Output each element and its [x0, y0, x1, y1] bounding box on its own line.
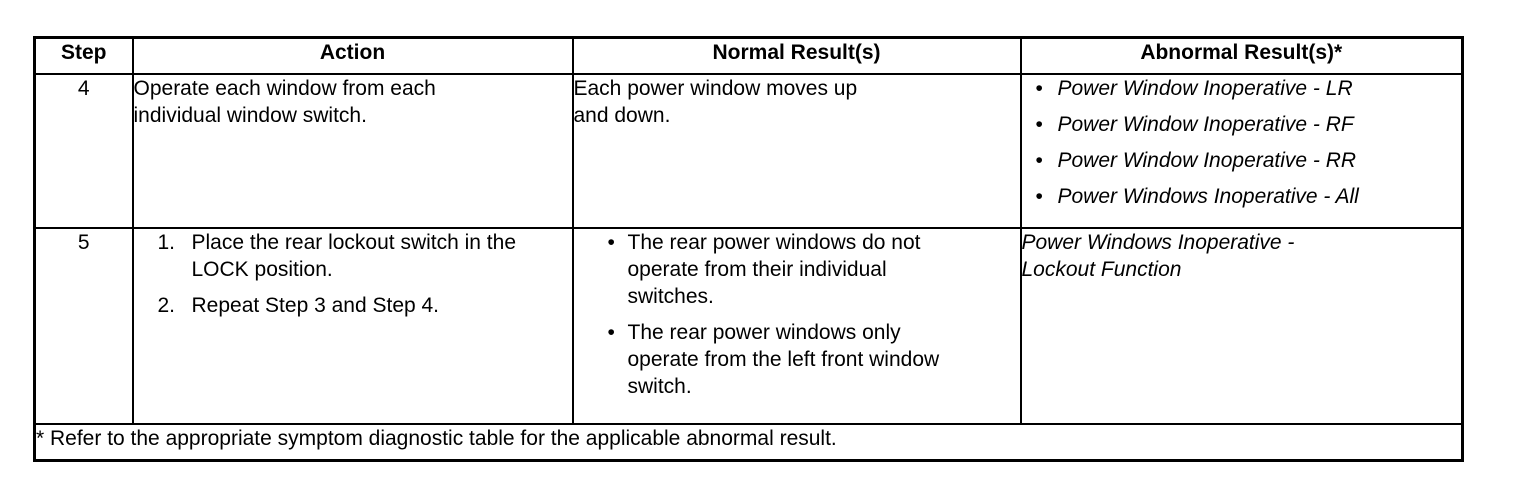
header-abnormal-results: Abnormal Result(s)*	[1021, 38, 1463, 75]
list-item: • Power Window Inoperative - LR	[1022, 75, 1462, 102]
action-cell	[133, 74, 573, 228]
diagnostic-table	[33, 36, 1464, 462]
list-item	[134, 292, 572, 319]
step-text: Repeat Step 3 and Step 4.	[191, 294, 440, 317]
step-number: 5	[35, 228, 133, 424]
header-row	[35, 38, 1463, 75]
normal-result-cell	[573, 228, 1021, 424]
action-text: Operate each window from each individual window switch.	[133, 77, 436, 127]
header-normal-results: Normal Result(s)	[573, 38, 1021, 75]
list-item: • Power Window Inoperative - RF	[1022, 111, 1462, 138]
abnormal-result-list	[1022, 75, 1462, 210]
list-item: • The rear power windows do not operate from their individual switches.	[600, 229, 970, 310]
list-item	[134, 229, 572, 283]
abnormal-result-text: Power Windows Inoperative - Lockout Function	[1021, 231, 1295, 281]
table-row	[35, 74, 1463, 228]
action-cell	[133, 228, 573, 424]
header-action: Action	[133, 38, 573, 75]
step-text: Place the rear lockout switch in the LOCK position.	[191, 231, 516, 281]
normal-result-list	[574, 229, 970, 400]
table-row	[35, 228, 1463, 424]
footnote: * Refer to the appropriate symptom diagnostic table for the applicable abnormal result.	[35, 424, 1463, 461]
step-number: 4	[35, 74, 133, 228]
normal-result-text: Each power window moves up and down.	[573, 77, 858, 127]
list-item: • The rear power windows only operate from the left front window switch.	[600, 319, 970, 400]
abnormal-result-cell	[1021, 228, 1463, 424]
header-step: Step	[35, 38, 133, 75]
action-steps-list	[134, 229, 572, 319]
abnormal-result-cell	[1021, 74, 1463, 228]
footnote-row	[35, 424, 1463, 461]
normal-result-cell	[573, 74, 1021, 228]
list-item: • Power Windows Inoperative - All	[1022, 183, 1462, 210]
list-item: • Power Window Inoperative - RR	[1022, 147, 1462, 174]
step-index: 1.	[157, 231, 176, 254]
step-index: 2.	[157, 294, 176, 317]
